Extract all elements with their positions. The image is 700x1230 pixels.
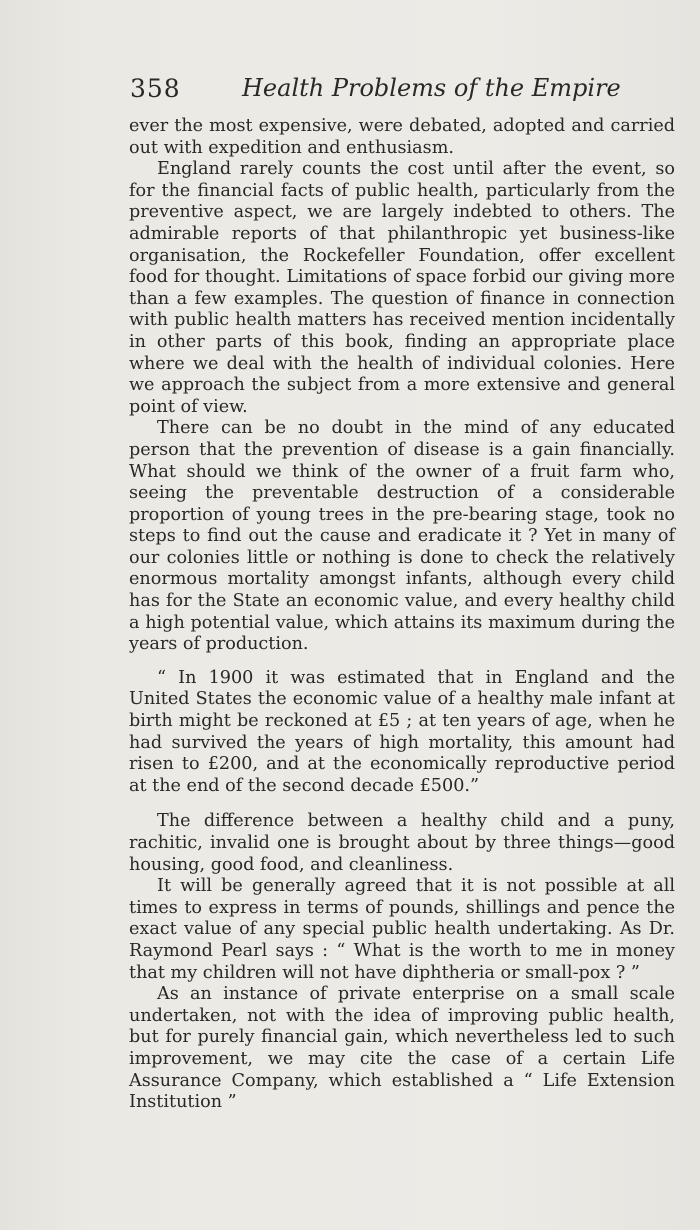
- paragraph-pearl-quote: It will be generally agreed that it is not possible at all times to express in terms of pounds, shillings and pence the exact value of any special public health undertaking. As Dr. Raymond Pearl says : “ What is the worth to me in money that my children will not have diphtheria or small-pox ? ”: [129, 876, 675, 983]
- paragraph-healthy-child: The difference between a healthy child and a puny, rachitic, invalid one is brought about by three things—good housing, good food, and cleanliness.: [129, 811, 675, 875]
- paragraph-continuation: ever the most expensive, were debated, adopted and carried out with expedition and enthusiasm.: [129, 116, 675, 158]
- paragraph-life-assurance: As an instance of private enterprise on a small scale undertaken, not with the idea of improving public health, but for purely financial gain, which nevertheless led to such improvement, we may cite the case of a certain Life Assurance Company, which established a “ Life Extension Institution ”: [129, 984, 675, 1113]
- body-text: [129, 116, 675, 1114]
- page-header: [130, 74, 675, 110]
- running-title: Health Problems of the Empire: [242, 74, 621, 102]
- block-quote-economic-value: “ In 1900 it was estimated that in England and the United States the economic value of a healthy male infant at birth might be reckoned at £5 ; at ten years of age, when he had survived the years of high mortality, this amount had risen to £200, and at the economically reproductive period at the end of the second decade £500.”: [129, 667, 675, 796]
- page-number: 358: [130, 74, 181, 103]
- paragraph-prevention-gain: There can be no doubt in the mind of any educated person that the prevention of disease is a gain financially. What should we think of the owner of a fruit farm who, seeing the preventable destruction of a considerable proportion of young trees in the pre-bearing stage, took no steps to find out the cause and eradicate it ? Yet in many of our colonies little or nothing is done to check the relatively enormous mortality amongst infants, although every child has for the State an economic value, and every healthy child a high potential value, which attains its maximum during the years of production.: [129, 418, 675, 655]
- paragraph-england-cost: England rarely counts the cost until after the event, so for the financial facts of public health, particularly from the preventive aspect, we are largely indebted to others. The admirable reports of that philanthropic yet business-like organisation, the Rockefeller Foundation, offer excellent food for thought. Limitations of space forbid our giving more than a few examples. The question of finance in connection with public health matters has received mention incidentally in other parts of this book, finding an appropriate place where we deal with the health of individual colonies. Here we approach the subject from a more extensive and general point of view.: [129, 159, 675, 417]
